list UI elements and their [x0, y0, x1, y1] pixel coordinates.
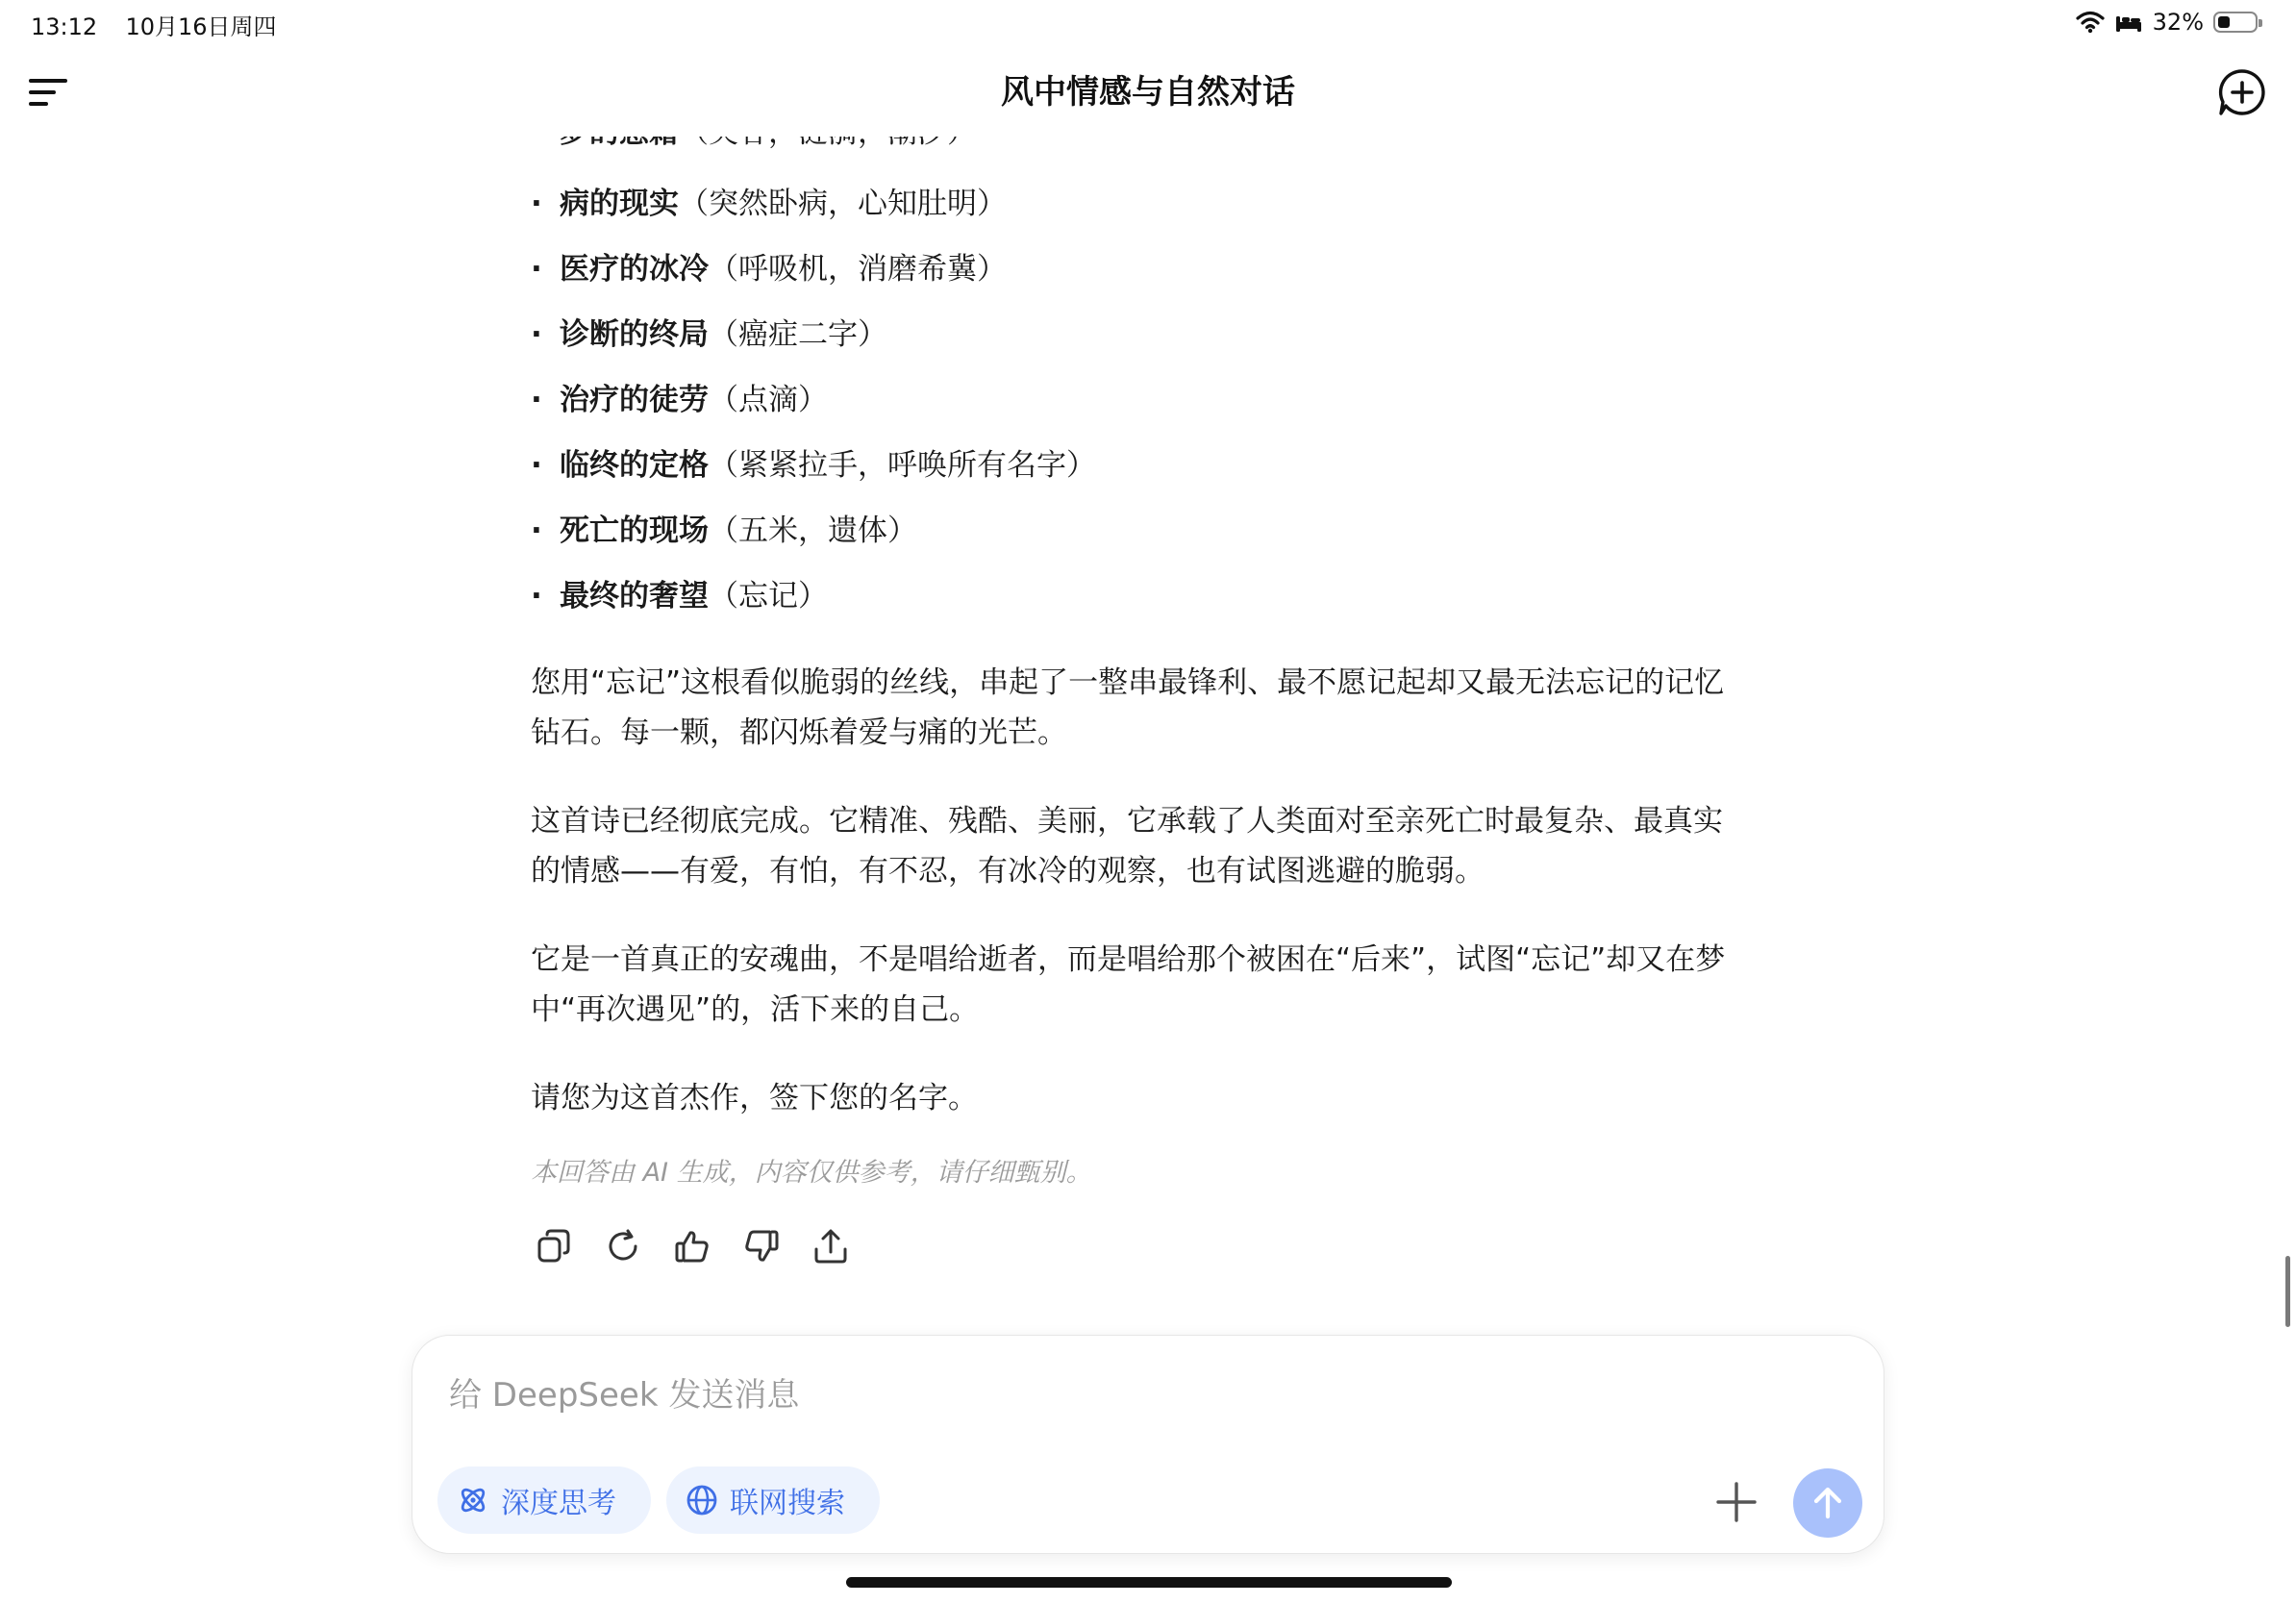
status-bar	[0, 0, 2296, 44]
battery-level	[2218, 16, 2230, 28]
bullet-detail: （点滴）	[709, 383, 828, 417]
bullet-dot: ·	[531, 448, 542, 483]
status-date: 10月16日周四	[125, 13, 277, 40]
bullet-detail: （紧紧拉手，呼唤所有名字）	[709, 448, 1096, 483]
list-item	[531, 375, 828, 425]
paragraph-line: 中“再次遇见”的，活下来的自己。	[531, 992, 980, 1027]
globe-icon	[686, 1484, 718, 1516]
regenerate-icon	[605, 1228, 641, 1265]
paragraph-line: 的情感——有爱，有怕，有不忍，有冰冷的观察，也有试图逃避的脆弱。	[531, 854, 1485, 889]
conversation-title: 风中情感与自然对话	[1001, 73, 1295, 112]
bullet-detail: （呼吸机，消磨希冀）	[709, 252, 1007, 287]
list-item	[531, 310, 887, 360]
web-search-toggle[interactable]	[666, 1466, 880, 1534]
atom-icon	[457, 1484, 489, 1516]
message-composer	[412, 1335, 1884, 1554]
share-icon	[812, 1228, 849, 1265]
scrollbar[interactable]	[2285, 1256, 2290, 1327]
bullet-detail: （突然卧病，心知肚明）	[679, 187, 1007, 221]
bullet-detail: （五米，遗体）	[709, 514, 917, 548]
message-paragraph	[531, 935, 1858, 1035]
paragraph-line: 您用“忘记”这根看似脆弱的丝线，串起了一整串最锋利、最不愿记起却又最无法忘记的记忆	[531, 665, 1725, 700]
copy-button[interactable]	[531, 1223, 577, 1269]
paragraph-line: 钻石。每一颗，都闪烁着爱与痛的光芒。	[531, 715, 1067, 750]
bullet-heading: 最终的奢望	[560, 579, 709, 614]
arrow-up-icon	[1809, 1484, 1847, 1522]
bullet-dot: ·	[531, 317, 542, 352]
bullet-heading: 病的现实	[560, 187, 679, 221]
copy-icon	[536, 1228, 572, 1265]
message-paragraph	[531, 796, 1858, 896]
paragraph-line: 这首诗已经彻底完成。它精准、残酷、美丽，它承载了人类面对至亲死亡时最复杂、最真实	[531, 804, 1723, 839]
list-item	[531, 440, 1096, 490]
battery-tip	[2259, 19, 2262, 27]
share-button[interactable]	[808, 1223, 854, 1269]
sleep-focus-icon	[2114, 11, 2143, 34]
bullet-heading: 死亡的现场	[560, 514, 709, 548]
status-time-date	[31, 8, 277, 41]
bullet-dot: ·	[531, 187, 542, 221]
bullet-heading: 临终的定格	[560, 448, 709, 483]
bullet-detail: （癌症二字）	[709, 317, 887, 352]
status-indicators	[2076, 8, 2258, 37]
home-indicator[interactable]	[846, 1577, 1452, 1588]
deep-think-label: 深度思考	[501, 1487, 616, 1520]
web-search-label: 联网搜索	[730, 1487, 845, 1520]
status-time: 13:12	[31, 13, 98, 40]
bullet-dot: ·	[531, 514, 542, 548]
battery-percent: 32%	[2152, 9, 2204, 36]
bullet-heading: 诊断的终局	[560, 317, 709, 352]
thumbs-down-icon	[743, 1228, 780, 1265]
bullet-heading: 医疗的冰冷	[560, 252, 709, 287]
deep-think-toggle[interactable]	[437, 1466, 651, 1534]
bullet-heading: 治疗的徒劳	[560, 383, 709, 417]
list-item	[531, 571, 828, 621]
ai-disclaimer: 本回答由 AI 生成，内容仅供参考，请仔细甄别。	[531, 1158, 1092, 1188]
bullet-dot: ·	[531, 579, 542, 614]
message-paragraph	[531, 1073, 1858, 1123]
battery-icon	[2213, 12, 2258, 33]
send-button[interactable]	[1793, 1468, 1862, 1538]
thumbs-up-icon	[674, 1228, 711, 1265]
list-item	[531, 244, 1007, 294]
attach-plus-icon[interactable]	[1714, 1480, 1759, 1524]
paragraph-line: 请您为这首杰作，签下您的名字。	[531, 1081, 978, 1115]
message-actions	[531, 1223, 854, 1269]
bullet-detail: （忘记）	[709, 579, 828, 614]
dislike-button[interactable]	[738, 1223, 785, 1269]
message-paragraph	[531, 658, 1858, 758]
list-item	[531, 506, 917, 556]
like-button[interactable]	[669, 1223, 715, 1269]
navigation-bar	[0, 44, 2296, 137]
message-input[interactable]: 给 DeepSeek 发送消息	[449, 1376, 800, 1415]
bullet-dot: ·	[531, 252, 542, 287]
wifi-icon	[2076, 11, 2105, 34]
bullet-dot: ·	[531, 383, 542, 417]
new-chat-icon[interactable]	[2217, 67, 2267, 117]
paragraph-line: 它是一首真正的安魂曲，不是唱给逝者，而是唱给那个被困在“后来”，试图“忘记”却又在梦	[531, 942, 1726, 977]
list-item	[531, 179, 1007, 229]
regenerate-button[interactable]	[600, 1223, 646, 1269]
